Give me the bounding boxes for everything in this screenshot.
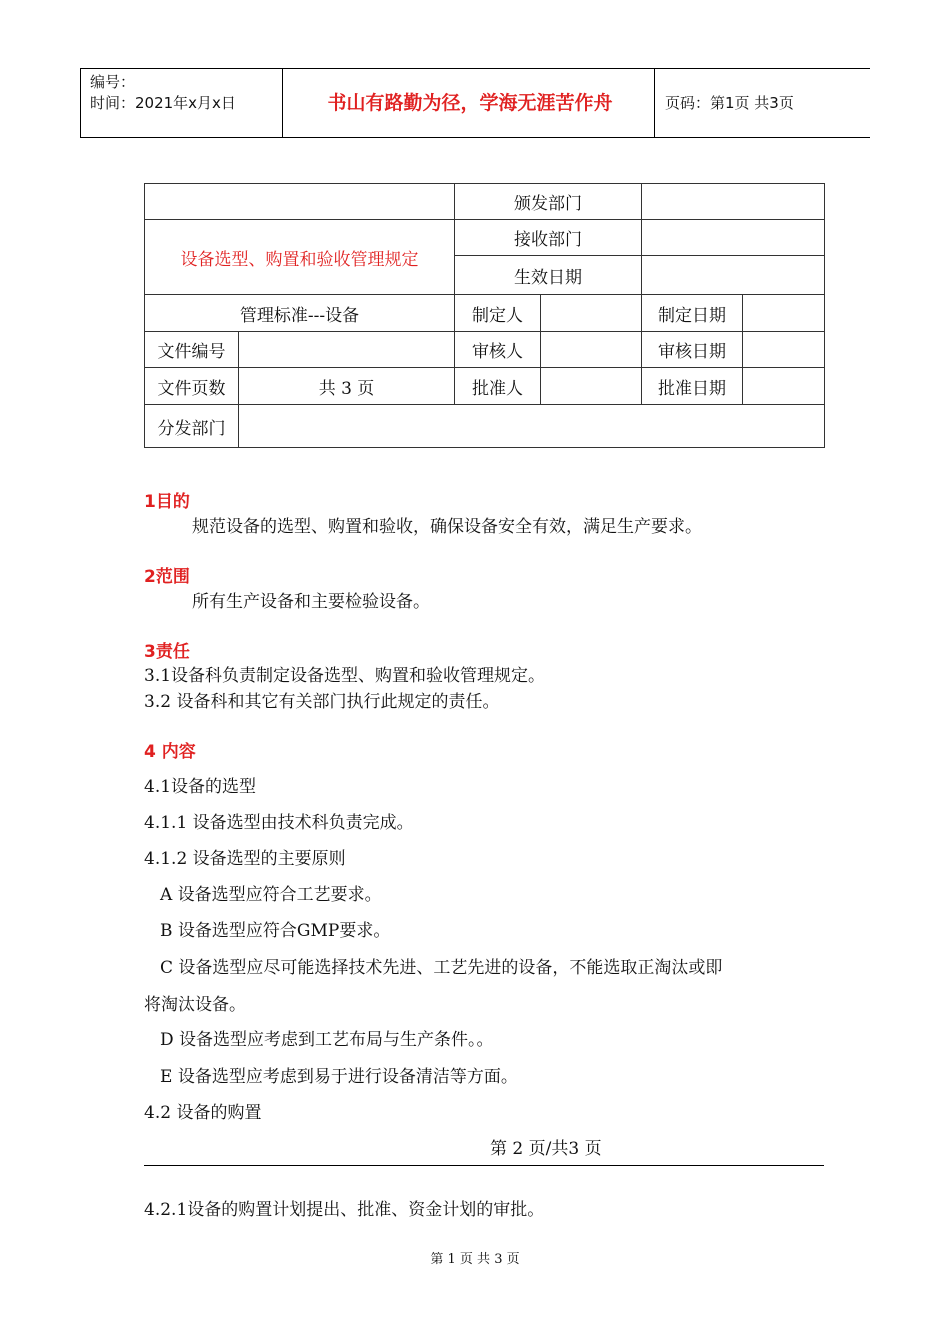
page-header xyxy=(80,68,870,138)
review-date-label: 审核日期 xyxy=(642,332,743,368)
section-3-title: 3责任 xyxy=(144,642,190,662)
dist-dept-label: 分发部门 xyxy=(145,405,239,448)
doc-pages-value: 共 3 页 xyxy=(239,368,455,405)
section-4-1: 4.1设备的选型 xyxy=(144,777,257,797)
issue-dept-label: 颁发部门 xyxy=(455,184,642,220)
approver-label: 批准人 xyxy=(455,368,541,405)
dist-dept-value xyxy=(239,405,825,448)
section-1-title: 1目的 xyxy=(144,492,190,512)
section-4-title: 4 内容 xyxy=(144,742,196,762)
motto: 书山有路勤为径，学海无涯苦作舟 xyxy=(327,92,613,114)
header-meta xyxy=(90,72,236,114)
principle-c-line2: 将淘汰设备。 xyxy=(144,995,246,1015)
effective-date-label: 生效日期 xyxy=(455,256,642,295)
principle-c-line1: C 设备选型应尽可能选择技术先进、工艺先进的设备，不能选取正淘汰或即 xyxy=(160,958,723,978)
section-4-1-1: 4.1.1 设备选型由技术科负责完成。 xyxy=(144,813,414,833)
section-3-1: 3.1设备科负责制定设备选型、购置和验收管理规定。 xyxy=(144,666,546,686)
number-label: 编号： xyxy=(90,73,136,91)
drafter-value xyxy=(541,295,642,332)
inner-page-number: 第 2 页/共3 页 xyxy=(490,1139,602,1159)
receive-dept-label: 接收部门 xyxy=(455,220,642,256)
time-label: 时间：2021年x月x日 xyxy=(90,94,236,112)
section-2-text: 所有生产设备和主要检验设备。 xyxy=(192,592,430,612)
draft-date-label: 制定日期 xyxy=(642,295,743,332)
divider xyxy=(144,1165,824,1166)
section-4-2: 4.2 设备的购置 xyxy=(144,1103,262,1123)
drafter-label: 制定人 xyxy=(455,295,541,332)
principle-b: B 设备选型应符合GMP要求。 xyxy=(160,921,391,941)
section-2-title: 2范围 xyxy=(144,567,190,587)
principle-a: A 设备选型应符合工艺要求。 xyxy=(160,885,382,905)
page-footer: 第 1 页 共 3 页 xyxy=(430,1252,520,1267)
receive-dept-value xyxy=(642,220,825,256)
empty-cell xyxy=(145,184,455,220)
draft-date-value xyxy=(743,295,825,332)
principle-d: D 设备选型应考虑到工艺布局与生产条件。。 xyxy=(160,1030,494,1050)
approve-date-value xyxy=(743,368,825,405)
section-4-1-2: 4.1.2 设备选型的主要原则 xyxy=(144,849,346,869)
principle-e: E 设备选型应考虑到易于进行设备清洁等方面。 xyxy=(160,1067,518,1087)
review-date-value xyxy=(743,332,825,368)
reviewer-value xyxy=(541,332,642,368)
doc-pages-label: 文件页数 xyxy=(145,368,239,405)
doc-no-value xyxy=(239,332,455,368)
approver-value xyxy=(541,368,642,405)
reviewer-label: 审核人 xyxy=(455,332,541,368)
effective-date-value xyxy=(642,256,825,295)
section-4-2-1: 4.2.1设备的购置计划提出、批准、资金计划的审批。 xyxy=(144,1200,545,1220)
issue-dept-value xyxy=(642,184,825,220)
doc-no-label: 文件编号 xyxy=(145,332,239,368)
section-1-text: 规范设备的选型、购置和验收，确保设备安全有效，满足生产要求。 xyxy=(192,517,702,537)
header-page-info: 页码：第1页 共3页 xyxy=(665,94,794,112)
document-title: 设备选型、购置和验收管理规定 xyxy=(145,220,455,295)
category-label: 管理标准---设备 xyxy=(145,295,455,332)
section-3-2: 3.2 设备科和其它有关部门执行此规定的责任。 xyxy=(144,692,500,712)
approve-date-label: 批准日期 xyxy=(642,368,743,405)
document-info-table xyxy=(144,183,825,448)
